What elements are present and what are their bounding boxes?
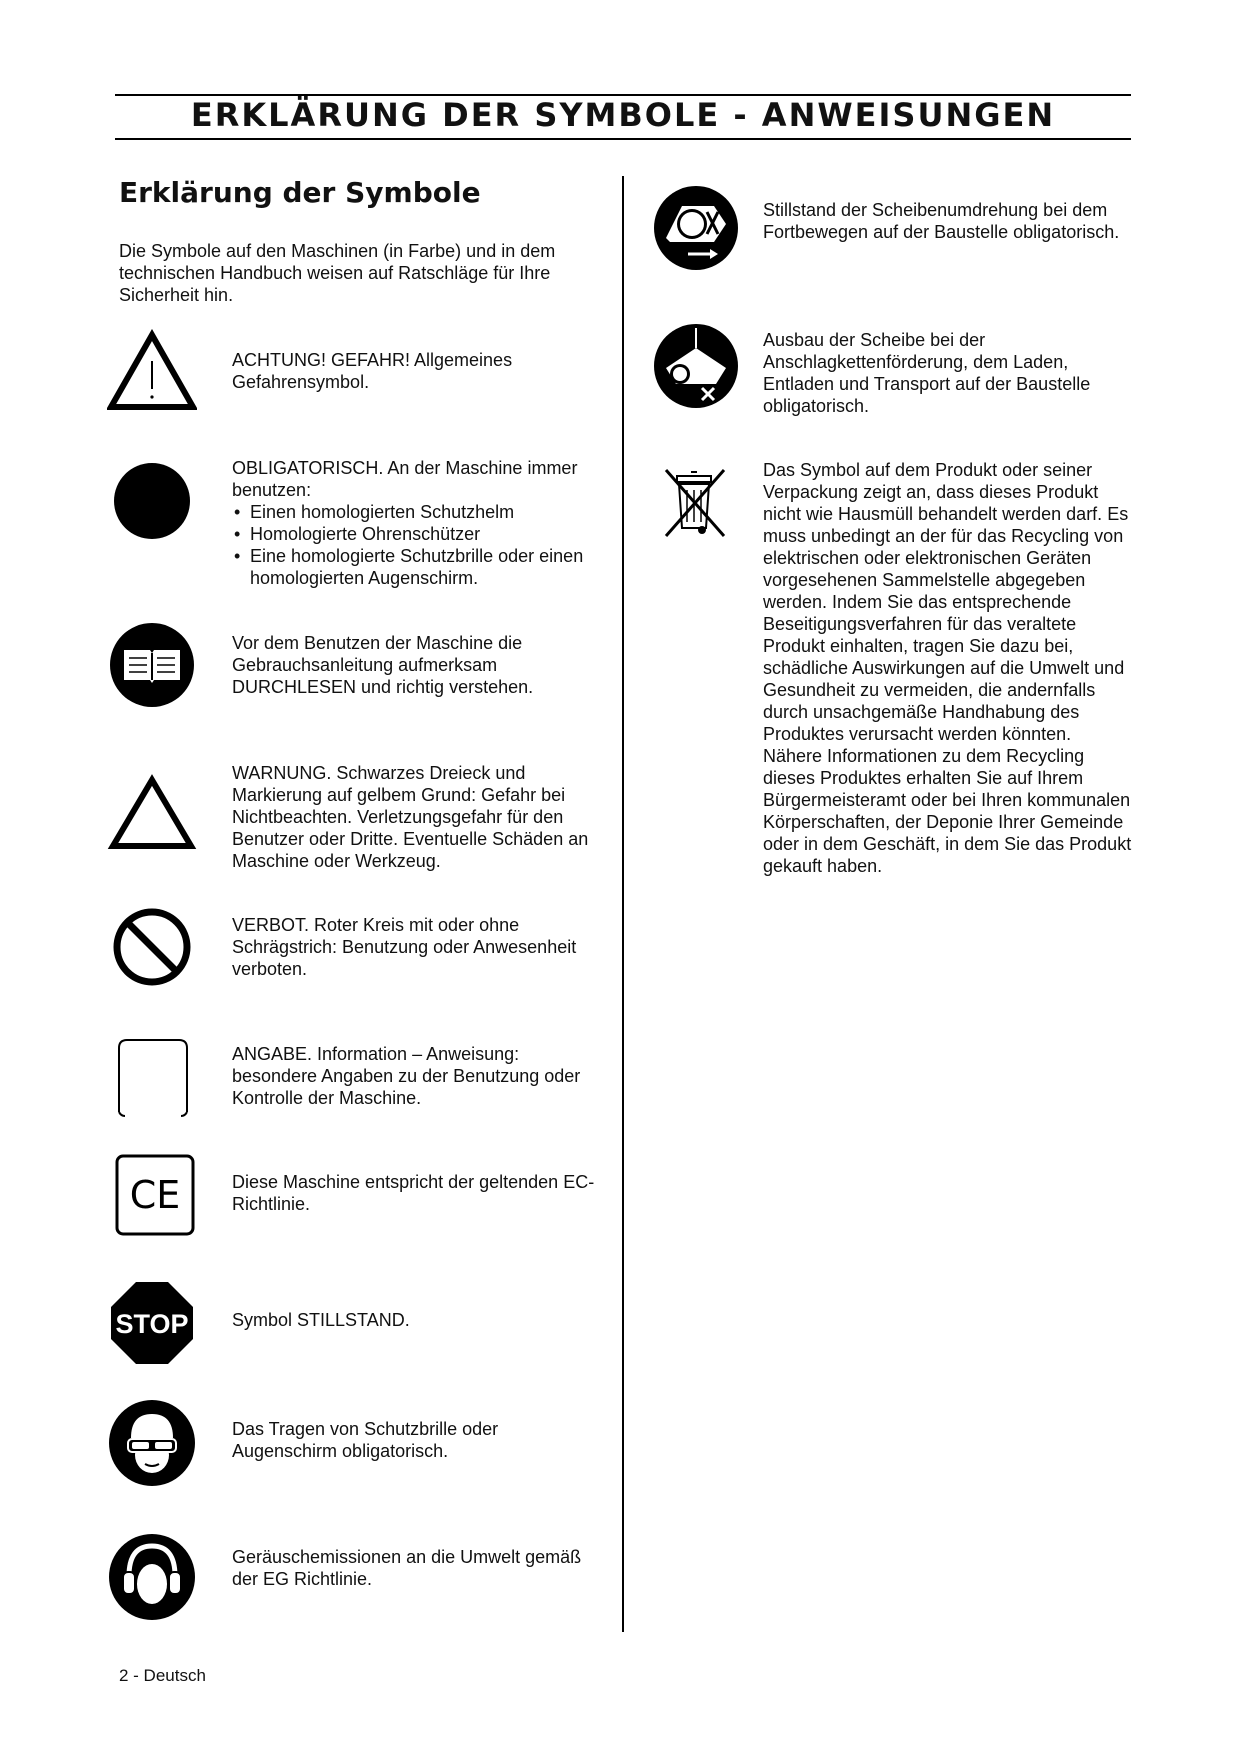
section-heading: Erklärung der Symbole	[119, 176, 481, 209]
symbol-description: Ausbau der Scheibe bei der Anschlagkettenförderung, dem Laden, Entladen und Transport auf der Baustelle obligatorisch.	[763, 330, 1091, 416]
list-item: • Einen homologierten Schutzhelm	[232, 501, 607, 523]
symbol-description: ANGABE. Information – Anweisung: besondere Angaben zu der Benutzung oder Kontrolle der Maschine.	[232, 1044, 581, 1108]
eye-protection-icon	[107, 1398, 197, 1488]
ce-mark-label: CE	[129, 1173, 181, 1217]
symbol-description: Stillstand der Scheibenumdrehung bei dem Fortbewegen auf der Baustelle obligatorisch.	[763, 200, 1120, 242]
symbol-description: Geräuschemissionen an die Umwelt gemäß der EG Richtlinie.	[232, 1547, 582, 1589]
symbol-description: Diese Maschine entspricht der geltenden EC-Richtlinie.	[232, 1172, 595, 1214]
column-divider	[622, 176, 624, 1632]
ear-protection-icon	[107, 1532, 197, 1622]
list-item: • Eine homologierte Schutzbrille oder einen homologierten Augenschirm.	[232, 545, 607, 589]
blade-removal-icon	[652, 322, 740, 410]
symbol-description: Vor dem Benutzen der Maschine die Gebrauchsanleitung aufmerksam DURCHLESEN und richtig verstehen.	[232, 633, 534, 697]
weee-crossed-bin-icon	[652, 460, 740, 548]
warning-exclamation-icon	[107, 329, 197, 419]
stop-sign-label: STOP	[115, 1309, 189, 1339]
symbol-description-block	[232, 457, 607, 589]
information-box-icon	[107, 1032, 197, 1122]
intro-paragraph: Die Symbole auf den Maschinen (in Farbe) und in dem technischen Handbuch weisen auf Ratschläge für Ihre Sicherheit hin.	[119, 241, 556, 305]
blade-stop-transport-icon	[652, 184, 740, 272]
symbol-description: WARNUNG. Schwarzes Dreieck und Markierung auf gelbem Grund: Gefahr bei Nichtbeachten. Verletzungsgefahr für den Benutzer oder Dritte. Eventuelle Schäden an Maschine oder Werkzeug.	[232, 763, 589, 871]
page-title: ERKLÄRUNG DER SYMBOLE - ANWEISUNGEN	[190, 96, 1056, 134]
page-footer: 2 - Deutsch	[119, 1666, 206, 1685]
warning-triangle-icon	[107, 770, 197, 860]
mandatory-equipment-list	[232, 501, 607, 589]
ce-mark-icon	[107, 1150, 197, 1240]
symbol-description: Das Tragen von Schutzbrille oder Augenschirm obligatorisch.	[232, 1419, 499, 1461]
symbol-description: ACHTUNG! GEFAHR! Allgemeines Gefahrensymbol.	[232, 350, 513, 392]
prohibition-icon	[107, 902, 197, 992]
list-item: • Homologierte Ohrenschützer	[232, 523, 607, 545]
read-manual-icon	[107, 620, 197, 710]
mandatory-circle-icon	[107, 456, 197, 546]
symbol-description: VERBOT. Roter Kreis mit oder ohne Schrägstrich: Benutzung oder Anwesenheit verboten.	[232, 915, 577, 979]
symbol-description: Das Symbol auf dem Produkt oder seiner Verpackung zeigt an, dass dieses Produkt nicht wie Hausmüll behandelt werden darf. Es muss unbedingt an der für das Recycling von elektrischen oder elektronischen Geräten vorgesehenen Sammelstelle abgegeben werden. Indem Sie das entsprechende Beseitigungsverfahren für das veraltete Produkt einhalten, tragen Sie dazu bei, schädliche Auswirkungen auf die Umwelt und Gesundheit zu vermeiden, die andernfalls durch unsachgemäße Handhabung des Produktes verursacht werden könnten. Nähere Informationen zu dem Recycling dieses Produktes erhalten Sie auf Ihrem Bürgermeisteramt oder bei Ihren kommunalen Körperschaften, der Deponie Ihrer Gemeinde oder in dem Geschäft, in dem Sie das Produkt gekauft haben.	[763, 460, 1132, 876]
symbol-description: Symbol STILLSTAND.	[232, 1310, 410, 1330]
stop-sign-icon	[107, 1278, 197, 1368]
symbol-description: OBLIGATORISCH. An der Maschine immer benutzen:	[232, 458, 578, 500]
title-underline	[115, 138, 1131, 140]
